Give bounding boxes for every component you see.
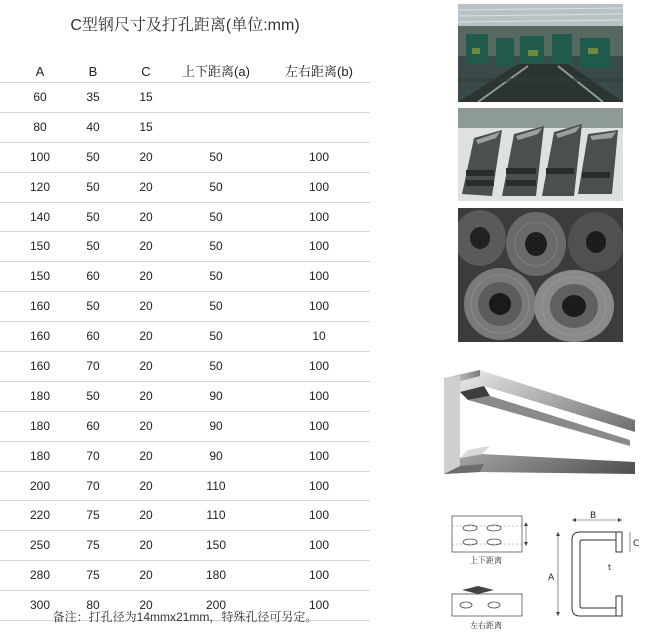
table-row — [0, 202, 370, 232]
dimension-diagram — [440, 508, 645, 638]
dim-t-label: t — [608, 563, 612, 572]
table-row — [0, 560, 370, 590]
cell-b: 50 — [86, 239, 100, 254]
cell-vertical-distance: 50 — [209, 329, 223, 344]
cell-horizontal-distance: 100 — [308, 149, 330, 164]
cell-a: 80 — [33, 119, 47, 134]
header-b: B — [88, 64, 98, 79]
cell-vertical-distance: 150 — [205, 538, 227, 553]
cell-c: 20 — [139, 329, 153, 344]
cell-a: 300 — [29, 598, 51, 613]
cell-vertical-distance: 50 — [209, 359, 223, 374]
cell-b: 40 — [86, 119, 100, 134]
header-horizontal-distance: 左右距离(b) — [285, 64, 353, 79]
cell-c: 20 — [139, 388, 153, 403]
cell-a: 150 — [29, 239, 51, 254]
cell-horizontal-distance: 100 — [308, 269, 330, 284]
cell-vertical-distance: 50 — [209, 269, 223, 284]
cell-horizontal-distance: 100 — [308, 359, 330, 374]
cell-vertical-distance: 50 — [209, 179, 223, 194]
size-table — [0, 82, 370, 621]
table-row — [0, 441, 370, 471]
cell-b: 80 — [86, 598, 100, 613]
table-row — [0, 381, 370, 411]
cell-vertical-distance: 90 — [209, 418, 223, 433]
c-section-profile — [548, 511, 639, 616]
cell-horizontal-distance: 100 — [308, 598, 330, 613]
cell-horizontal-distance: 100 — [308, 508, 330, 523]
cell-c: 20 — [139, 538, 153, 553]
table-row — [0, 142, 370, 172]
cell-horizontal-distance: 100 — [308, 299, 330, 314]
cell-vertical-distance: 50 — [209, 299, 223, 314]
cell-a: 180 — [29, 418, 51, 433]
cell-vertical-distance: 50 — [209, 149, 223, 164]
table-row — [0, 530, 370, 560]
cell-a: 120 — [29, 179, 51, 194]
factory-photo — [458, 4, 623, 102]
vertical-distance-label: 上下距离 — [470, 556, 502, 565]
cell-c: 20 — [139, 179, 153, 194]
table-row — [0, 291, 370, 321]
cell-vertical-distance: 90 — [209, 448, 223, 463]
cell-horizontal-distance: 10 — [312, 329, 326, 344]
cell-b: 50 — [86, 179, 100, 194]
table-row — [0, 321, 370, 351]
cell-b: 75 — [86, 508, 100, 523]
cell-a: 60 — [33, 90, 47, 104]
table-row — [0, 471, 370, 501]
dim-b-label: B — [590, 511, 597, 521]
dim-c-label: C — [633, 539, 640, 549]
cell-vertical-distance: 50 — [209, 239, 223, 254]
table-row — [0, 500, 370, 530]
steel-coils-photo — [458, 208, 623, 342]
cell-b: 50 — [86, 149, 100, 164]
cell-vertical-distance: 180 — [205, 568, 227, 583]
cell-b: 50 — [86, 388, 100, 403]
cell-c: 20 — [139, 359, 153, 374]
cell-horizontal-distance: 100 — [308, 209, 330, 224]
cell-horizontal-distance: 100 — [308, 478, 330, 493]
cell-horizontal-distance: 100 — [308, 179, 330, 194]
cell-a: 220 — [29, 508, 51, 523]
cell-b: 50 — [86, 209, 100, 224]
cell-a: 280 — [29, 568, 51, 583]
cell-vertical-distance: 50 — [209, 209, 223, 224]
header-c: C — [141, 64, 151, 79]
cell-c: 20 — [139, 299, 153, 314]
cell-c: 20 — [139, 209, 153, 224]
vertical-hole-spacing-view — [452, 516, 528, 565]
cell-c: 20 — [139, 418, 153, 433]
cell-c: 20 — [139, 568, 153, 583]
cell-horizontal-distance: 100 — [308, 568, 330, 583]
table-row — [0, 172, 370, 202]
cell-vertical-distance: 110 — [206, 478, 226, 493]
cell-a: 100 — [29, 149, 51, 164]
cell-vertical-distance: 110 — [206, 508, 226, 523]
cell-vertical-distance: 200 — [205, 598, 227, 613]
cell-b: 60 — [86, 329, 100, 344]
cell-b: 60 — [86, 418, 100, 433]
cell-c: 15 — [139, 90, 153, 104]
cell-c: 20 — [139, 149, 153, 164]
page-title: C型钢尺寸及打孔距离(单位:mm) — [70, 17, 300, 34]
cell-a: 160 — [29, 299, 51, 314]
header-a: A — [35, 64, 45, 79]
table-row — [0, 112, 370, 142]
cell-c: 20 — [139, 478, 153, 493]
cell-horizontal-distance: 100 — [308, 388, 330, 403]
horizontal-distance-label: 左右距离 — [470, 621, 502, 630]
table-row — [0, 261, 370, 291]
dim-a-label: A — [548, 573, 555, 583]
c-channel-stack-photo — [458, 108, 623, 201]
cell-b: 70 — [86, 478, 100, 493]
cell-a: 160 — [29, 359, 51, 374]
cell-a: 150 — [29, 269, 51, 284]
table-row — [0, 82, 370, 112]
cell-c: 20 — [139, 508, 153, 523]
cell-b: 60 — [86, 269, 100, 284]
cell-horizontal-distance: 100 — [308, 418, 330, 433]
cell-b: 70 — [86, 448, 100, 463]
cell-horizontal-distance: 100 — [308, 448, 330, 463]
cell-a: 180 — [29, 388, 51, 403]
horizontal-hole-spacing-view — [452, 586, 522, 630]
cell-a: 180 — [29, 448, 51, 463]
cell-horizontal-distance: 100 — [308, 538, 330, 553]
c-channel-3d-render — [430, 362, 640, 485]
cell-b: 70 — [86, 359, 100, 374]
header-vertical-distance: 上下距离(a) — [182, 64, 250, 79]
cell-a: 250 — [29, 538, 51, 553]
cell-c: 15 — [139, 119, 153, 134]
footnote: 备注：打孔径为14mmx21mm，特殊孔径可另定。 — [52, 610, 318, 624]
cell-c: 20 — [139, 448, 153, 463]
table-row — [0, 231, 370, 261]
table-row — [0, 411, 370, 441]
cell-b: 75 — [86, 538, 100, 553]
cell-b: 75 — [86, 568, 100, 583]
cell-a: 160 — [29, 329, 51, 344]
table-row — [0, 351, 370, 381]
cell-a: 140 — [29, 209, 51, 224]
cell-c: 20 — [139, 598, 153, 613]
cell-b: 35 — [86, 90, 100, 104]
table-header — [0, 58, 370, 79]
cell-horizontal-distance: 100 — [308, 239, 330, 254]
cell-a: 200 — [29, 478, 51, 493]
cell-vertical-distance: 90 — [209, 388, 223, 403]
cell-b: 50 — [86, 299, 100, 314]
cell-c: 20 — [139, 269, 153, 284]
cell-c: 20 — [139, 239, 153, 254]
